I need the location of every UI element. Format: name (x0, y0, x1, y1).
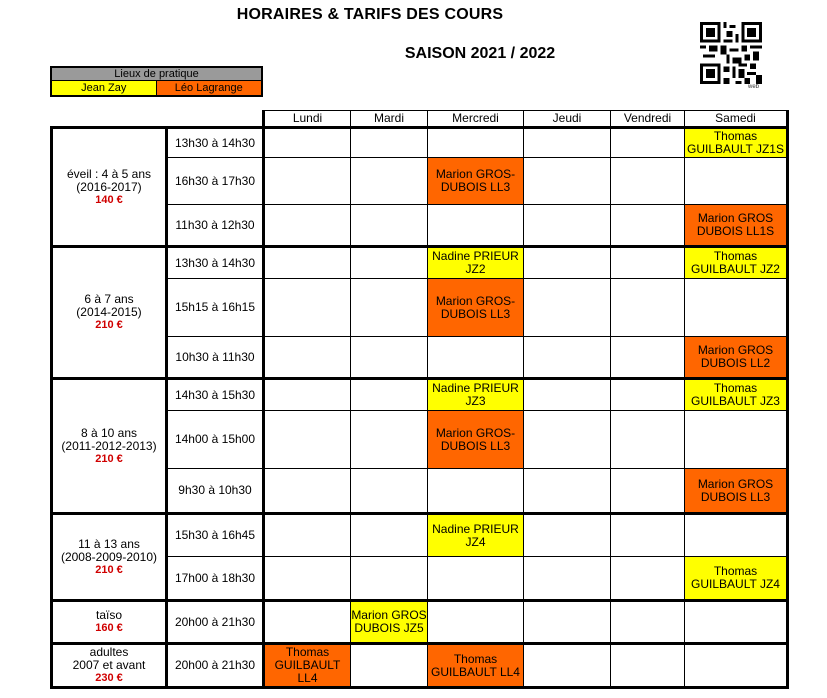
age-group-years: (2008-2009-2010) (60, 549, 158, 564)
empty-cell (524, 158, 611, 205)
empty-cell (351, 337, 428, 379)
legend-jean-zay: Jean Zay (52, 81, 157, 95)
empty-cell (428, 469, 524, 514)
course-cell: Marion GROS-DUBOIS LL3 (428, 411, 524, 469)
empty-cell (611, 247, 685, 279)
empty-cell (611, 279, 685, 337)
age-group-cell (52, 128, 167, 247)
time-slot: 9h30 à 10h30 (167, 469, 264, 514)
empty-cell (351, 644, 428, 688)
time-slot: 17h00 à 18h30 (167, 557, 264, 601)
time-slot: 14h30 à 15h30 (167, 379, 264, 411)
empty-cell (264, 158, 351, 205)
schedule-row (52, 601, 788, 644)
empty-cell (264, 411, 351, 469)
day-header: Lundi (264, 111, 351, 128)
time-slot: 20h00 à 21h30 (167, 644, 264, 688)
age-group-cell (52, 379, 167, 514)
header-row (52, 111, 788, 128)
day-header: Jeudi (524, 111, 611, 128)
empty-cell (351, 411, 428, 469)
empty-cell (351, 247, 428, 279)
empty-cell (524, 337, 611, 379)
time-slot: 14h00 à 15h00 (167, 411, 264, 469)
empty-cell (685, 514, 788, 557)
age-group-label: 6 à 7 ans (84, 292, 134, 306)
course-cell: Marion GROS DUBOIS LL1S (685, 205, 788, 247)
empty-cell (611, 337, 685, 379)
empty-cell (264, 469, 351, 514)
age-group-years: (2016-2017) (76, 179, 142, 194)
empty-cell (264, 337, 351, 379)
empty-cell (685, 279, 788, 337)
empty-cell (611, 557, 685, 601)
empty-cell (524, 247, 611, 279)
schedule-row (52, 644, 788, 688)
time-slot: 20h00 à 21h30 (167, 601, 264, 644)
empty-cell (524, 128, 611, 158)
empty-cell (351, 514, 428, 557)
age-group-years: (2011-2012-2013) (61, 438, 157, 453)
empty-cell (264, 514, 351, 557)
empty-cell (351, 158, 428, 205)
empty-cell (351, 557, 428, 601)
price-label: 140 € (95, 193, 123, 206)
course-cell: Thomas GUILBAULT JZ4 (685, 557, 788, 601)
empty-cell (428, 128, 524, 158)
schedule-row (52, 247, 788, 279)
price-label: 230 € (95, 672, 123, 684)
empty-cell (685, 411, 788, 469)
legend-header: Lieux de pratique (52, 68, 261, 81)
price-label: 210 € (95, 452, 123, 465)
empty-cell (685, 644, 788, 688)
empty-cell (524, 514, 611, 557)
time-slot: 15h15 à 16h15 (167, 279, 264, 337)
time-slot: 13h30 à 14h30 (167, 128, 264, 158)
course-cell: Marion GROS DUBOIS LL3 (685, 469, 788, 514)
empty-cell (611, 128, 685, 158)
empty-cell (524, 469, 611, 514)
qr-code-label: web (748, 84, 760, 90)
age-group-label: 11 à 13 ans (78, 536, 140, 551)
schedule-row (52, 514, 788, 557)
course-cell: Thomas GUILBAULT LL4 (428, 644, 524, 688)
schedule-row (52, 379, 788, 411)
course-cell: Nadine PRIEUR JZ3 (428, 379, 524, 411)
empty-cell (524, 279, 611, 337)
empty-cell (351, 128, 428, 158)
day-header: Mardi (351, 111, 428, 128)
empty-cell (611, 379, 685, 411)
empty-cell (264, 128, 351, 158)
empty-cell (264, 279, 351, 337)
course-cell: Thomas GUILBAULT LL4 (264, 644, 351, 688)
season-title: SAISON 2021 / 2022 (404, 45, 556, 62)
price-label: 160 € (95, 622, 123, 634)
legend-leo-lagrange: Léo Lagrange (157, 81, 262, 95)
empty-cell (428, 601, 524, 644)
empty-cell (524, 379, 611, 411)
course-cell: Thomas GUILBAULT JZ1S (685, 128, 788, 158)
empty-cell (524, 205, 611, 247)
empty-cell (428, 205, 524, 247)
empty-cell (351, 205, 428, 247)
empty-cell (351, 469, 428, 514)
course-cell: Thomas GUILBAULT JZ2 (685, 247, 788, 279)
schedule-row (52, 128, 788, 158)
age-group-cell (52, 247, 167, 379)
time-slot: 10h30 à 11h30 (167, 337, 264, 379)
course-cell: Marion GROS-DUBOIS LL3 (428, 158, 524, 205)
price-label: 210 € (95, 563, 123, 576)
empty-cell (428, 557, 524, 601)
time-slot: 13h30 à 14h30 (167, 247, 264, 279)
course-cell: Nadine PRIEUR JZ4 (428, 514, 524, 557)
day-header: Vendredi (611, 111, 685, 128)
time-slot: 11h30 à 12h30 (167, 205, 264, 247)
schedule-table (50, 110, 789, 689)
course-cell: Nadine PRIEUR JZ2 (428, 247, 524, 279)
empty-cell (264, 247, 351, 279)
empty-cell (611, 644, 685, 688)
empty-cell (611, 514, 685, 557)
age-group-cell (52, 601, 167, 644)
age-group-label: éveil : 4 à 5 ans (66, 166, 152, 181)
qr-code-icon (700, 22, 762, 84)
empty-cell (428, 337, 524, 379)
empty-cell (264, 601, 351, 644)
time-slot: 15h30 à 16h45 (167, 514, 264, 557)
age-group-years: (2014-2015) (76, 305, 142, 319)
empty-cell (264, 557, 351, 601)
empty-cell (524, 601, 611, 644)
empty-cell (524, 557, 611, 601)
age-group-years: 2007 et avant (72, 658, 146, 672)
empty-cell (685, 601, 788, 644)
empty-cell (264, 205, 351, 247)
empty-cell (611, 158, 685, 205)
age-group-cell (52, 644, 167, 688)
header-corner (52, 111, 264, 128)
empty-cell (611, 205, 685, 247)
empty-cell (351, 379, 428, 411)
course-cell: Marion GROS-DUBOIS LL3 (428, 279, 524, 337)
empty-cell (351, 279, 428, 337)
empty-cell (685, 158, 788, 205)
empty-cell (611, 469, 685, 514)
course-cell: Thomas GUILBAULT JZ3 (685, 379, 788, 411)
course-cell: Marion GROS DUBOIS LL2 (685, 337, 788, 379)
day-header: Samedi (685, 111, 788, 128)
page-title: HORAIRES & TARIFS DES COURS (236, 6, 504, 23)
age-group-label: adultes (89, 645, 129, 659)
course-cell: Marion GROS DUBOIS JZ5 (351, 601, 428, 644)
empty-cell (524, 411, 611, 469)
time-slot: 16h30 à 17h30 (167, 158, 264, 205)
empty-cell (524, 644, 611, 688)
empty-cell (264, 379, 351, 411)
empty-cell (611, 601, 685, 644)
day-header: Mercredi (428, 111, 524, 128)
price-label: 210 € (95, 319, 123, 331)
age-group-label: taïso (95, 608, 122, 622)
empty-cell (611, 411, 685, 469)
legend-box (50, 66, 263, 97)
age-group-label: 8 à 10 ans (80, 425, 138, 440)
age-group-cell (52, 514, 167, 601)
